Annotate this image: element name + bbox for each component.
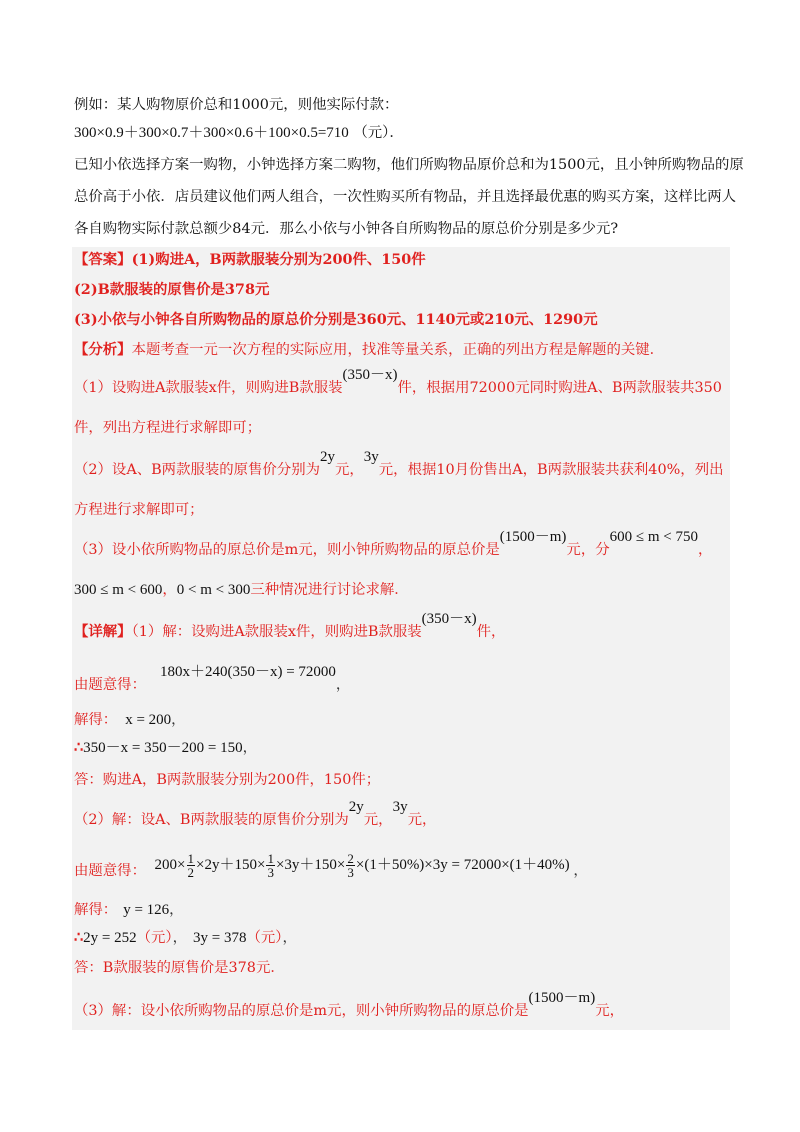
analysis-p3-text-d: ， bbox=[162, 582, 177, 598]
analysis-p1-math: (350－x) bbox=[342, 367, 398, 383]
example-formula-line bbox=[74, 123, 404, 143]
detail-tag: 【详解】 bbox=[74, 623, 132, 640]
comma: ， bbox=[169, 902, 184, 918]
answer-line-1 bbox=[74, 250, 426, 270]
comma: ， bbox=[172, 930, 188, 946]
comma: ， bbox=[573, 862, 588, 879]
analysis-p3-cont bbox=[74, 580, 409, 600]
analysis-p3-text-b: 元，分 bbox=[566, 542, 610, 558]
fraction bbox=[346, 852, 355, 879]
analysis-p2-math-2: 3y bbox=[363, 449, 379, 465]
analysis-p2-text: （2）设A、B两款服装的原售价分别为 bbox=[74, 462, 320, 478]
analysis-p3-math-3: 300 ≤ m < 600 bbox=[74, 582, 163, 598]
equation-2-part: ×3y＋150× bbox=[275, 856, 346, 873]
detail-2-math-2: 3y bbox=[392, 799, 408, 815]
fraction bbox=[266, 852, 275, 879]
comma: ， bbox=[242, 740, 257, 756]
fraction-denominator: 3 bbox=[267, 865, 274, 880]
solution-1: x = 200 bbox=[125, 712, 172, 728]
calc-2b: 3y = 378 bbox=[193, 930, 247, 946]
unit-yuan: （元） bbox=[136, 930, 173, 946]
analysis-p3 bbox=[74, 529, 713, 560]
fraction bbox=[187, 852, 196, 879]
equation-label: 由题意得： bbox=[74, 677, 146, 693]
answer-1: (1)购进A，B两款服装分别为200件、150件 bbox=[131, 251, 426, 268]
equation-label: 由题意得： bbox=[74, 862, 146, 879]
detail-line-3 bbox=[74, 990, 624, 1021]
fraction-numerator: 1 bbox=[187, 851, 195, 866]
analysis-p2-cont: 方程进行求解即可； bbox=[74, 502, 204, 518]
answer-tag: 【答案】 bbox=[74, 251, 132, 268]
analysis-p2-math-1: 2y bbox=[319, 449, 335, 465]
analysis-p3-text-c: ， bbox=[697, 542, 713, 558]
analysis-line bbox=[74, 340, 664, 360]
solution-2: y = 126 bbox=[123, 902, 170, 918]
calc-1-line bbox=[74, 738, 257, 758]
solution-2-line bbox=[74, 900, 184, 920]
analysis-p1-text-b: 件，根据用72000元同时购进A、B两款服装共350 bbox=[397, 380, 722, 396]
comma: ， bbox=[171, 712, 186, 728]
equation-2-part: ×2y＋150× bbox=[196, 856, 266, 873]
detail-2-text: （2）解：设A、B两款服装的原售价分别为 bbox=[74, 812, 349, 828]
analysis-p3-math-2: 600 ≤ m < 750 bbox=[609, 529, 698, 545]
unit-yuan: （元） bbox=[246, 930, 283, 946]
detail-line-2 bbox=[74, 799, 437, 830]
detail-3-text-b: 元， bbox=[595, 1003, 624, 1019]
detail-1-text: （1）解：设购进A款服装x件，则购进B款服装 bbox=[131, 624, 422, 640]
analysis-p2-text-b: 元， bbox=[334, 462, 364, 478]
therefore-symbol: ∴ bbox=[74, 929, 84, 946]
example-formula: 300×0.9＋300×0.7＋300×0.6＋100×0.5=710 bbox=[74, 125, 349, 141]
solution-label: 解得： bbox=[74, 902, 118, 918]
comma: ， bbox=[282, 930, 297, 946]
fraction-numerator: 2 bbox=[347, 851, 354, 866]
equation-2-part: 200× bbox=[154, 856, 186, 873]
solution-1-line bbox=[74, 710, 186, 730]
analysis-p1-text: （1）设购进A款服装x件，则购进B款服装 bbox=[74, 380, 343, 396]
answer-3: (3)小依与小钟各自所购物品的原总价分别是360元、1140元或210元、1290元 bbox=[74, 311, 598, 328]
equation-1-line bbox=[74, 664, 351, 695]
calc-2a: 2y = 252 bbox=[83, 930, 137, 946]
analysis-p1-cont: 件，列出方程进行求解即可； bbox=[74, 420, 262, 436]
fraction-numerator: 1 bbox=[267, 851, 274, 866]
problem-line-3: 各自购物实际付款总额少84元．那么小依与小钟各自所购物品的原总价分别是多少元? bbox=[74, 221, 619, 237]
comma: ， bbox=[335, 677, 351, 693]
example-unit: （元）． bbox=[353, 125, 404, 141]
fraction-denominator: 2 bbox=[187, 865, 195, 880]
detail-3-math: (1500－m) bbox=[528, 990, 596, 1006]
equation-2-line bbox=[74, 851, 588, 885]
detail-2-text-b: 元， bbox=[363, 812, 393, 828]
calc-1: 350－x = 350－200 = 150 bbox=[83, 740, 243, 756]
analysis-p2 bbox=[74, 449, 724, 480]
answer-detail-2: 答：B款服装的原售价是378元． bbox=[74, 960, 285, 976]
answer-2: (2)B款服装的原售价是378元 bbox=[74, 281, 270, 298]
analysis-p1 bbox=[74, 367, 722, 398]
analysis-p3-math-1: (1500－m) bbox=[499, 529, 567, 545]
solution-label: 解得： bbox=[74, 712, 118, 728]
equation-1: 180x＋240(350－x) = 72000 bbox=[159, 664, 336, 680]
fraction-denominator: 3 bbox=[347, 865, 354, 880]
problem-line-2: 总价高于小依．店员建议他们两人组合，一次性购买所有物品，并且选择最优惠的购买方案，这样比两人 bbox=[74, 189, 736, 205]
analysis-p3-text-e: 三种情况进行讨论求解． bbox=[250, 582, 409, 598]
analysis-intro: 本题考查一元一次方程的实际应用，找准等量关系，正确的列出方程是解题的关键． bbox=[131, 342, 665, 358]
detail-1-text-b: 件， bbox=[476, 624, 506, 640]
analysis-p2-text-c: 元，根据10月份售出A，B两款服装共获利40%，列出 bbox=[378, 462, 724, 478]
equation-2-part: ×(1＋50%)×3y = 72000×(1＋40%) bbox=[355, 856, 570, 873]
problem-line-1: 已知小依选择方案一购物，小钟选择方案二购物，他们所购物品原价总和为1500元，且小钟所购物品的原 bbox=[74, 157, 744, 173]
therefore-symbol: ∴ bbox=[74, 739, 84, 756]
detail-2-text-c: 元， bbox=[407, 812, 437, 828]
detail-3-text: （3）解：设小依所购物品的原总价是m元，则小钟所购物品的原总价是 bbox=[74, 1003, 529, 1019]
equation-2 bbox=[154, 851, 574, 880]
detail-2-math-1: 2y bbox=[348, 799, 364, 815]
analysis-p3-text: （3）设小依所购物品的原总价是m元，则小钟所购物品的原总价是 bbox=[74, 542, 500, 558]
detail-line-1 bbox=[74, 611, 506, 642]
calc-2-line bbox=[74, 928, 297, 948]
example-line: 例如：某人购物原价总和1000元，则他实际付款： bbox=[74, 97, 399, 113]
detail-1-math: (350－x) bbox=[421, 611, 477, 627]
answer-detail-1: 答：购进A，B两款服装分别为200件，150件； bbox=[74, 772, 381, 788]
analysis-tag: 【分析】 bbox=[74, 341, 132, 358]
analysis-p3-math-4: 0 < m < 300 bbox=[176, 582, 251, 598]
